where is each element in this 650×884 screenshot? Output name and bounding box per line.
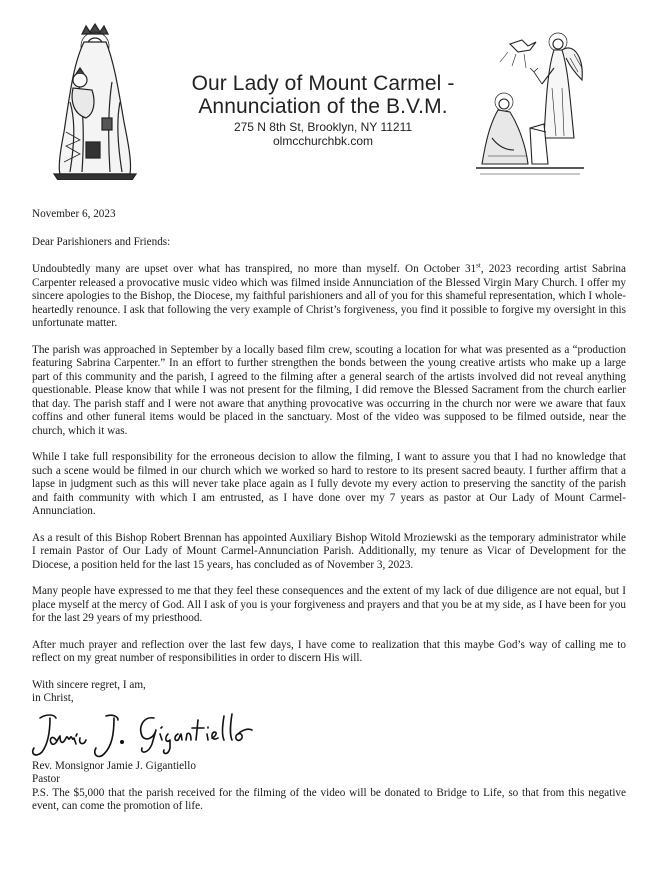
signer-title: Pastor <box>32 773 60 785</box>
parish-website: olmcchurchbk.com <box>272 134 374 148</box>
paragraph-1 <box>32 263 626 331</box>
madonna-and-child-image <box>40 22 150 180</box>
parish-name-line2: Annunciation of the B.V.M. <box>198 95 448 118</box>
closing-block <box>32 679 626 787</box>
postscript: P.S. The $5,000 that the parish received for the filming of the video will be donated to Bridge to Life, so that from this negative event, can come the promotion of life. <box>32 786 626 812</box>
closing-line: With sincere regret, I am, <box>32 678 146 691</box>
paragraph-1-end: , 2023 recording artist Sabrina Carpenter released a provocative music video which was filmed inside Annunciation of the Blessed Virgin Mary Church. I offer my sincere apologies to the Bishop, the Diocese, my faithful parishioners and all of you for this shameful representation, which I whole-heartedly renounce. I ask that following the very example of Christ’s forgiveness, you find it possible to forgive my oversight in this unfortunate matter. <box>32 263 626 329</box>
paragraph-6: After much prayer and reflection over the last few days, I have come to realization that this maybe God’s way of calling me to reflect on my great number of responsibilities in order to discern His will. <box>32 638 626 664</box>
parish-address: 275 N 8th St, Brooklyn, NY 11211 <box>233 120 413 134</box>
paragraph-2: The parish was approached in September by a locally based film crew, scouting a location for what was presented as a “production featuring Sabrina Carpenter.” In an effort to further strengthen the bonds between the young creative artists who make up a large part of this community and the parish, I agreed to the filming after a general search of the artists involved did not reveal anything questionable. Please know that while I was not present for the filming, I did remove the Blessed Sacrament from the church earlier that day. The parish staff and I were not aware that anything provocative was occurring in the church nor were we aware that faux coffins and other funeral items would be placed in the sanctuary. Most of the video was supposed to be filmed outside, near the church, which it was. <box>32 343 626 437</box>
handwritten-signature <box>26 708 266 760</box>
paragraph-4: As a result of this Bishop Robert Brennan has appointed Auxiliary Bishop Witold Mroziewski as the temporary administrator while I remain Pastor of Our Lady of Mount Carmel-Annunciation Parish. Additionally, my tenure as Vicar of Development for the Diocese, a position held for the last 15 years, has concluded as of November 3, 2023. <box>32 531 626 571</box>
salutation: Dear Parishioners and Friends: <box>32 235 171 248</box>
closing-in-christ: in Christ, <box>32 692 74 704</box>
parish-name <box>178 72 468 118</box>
annunciation-image <box>470 28 590 178</box>
paragraph-3: While I take full responsibility for the erroneous decision to allow the filming, I want to assure you that I had no knowledge that such a scene would be filmed in our church which we worked so hard to restore to its present sacred beauty. I further affirm that a lapse in judgment such as this will never take place again as I fully devote my every action to preserving the sanctity of the parish and faith community with which I am entrusted, as I have done over my 7 years as pastor at Our Lady of Mount Carmel-Annunciation. <box>32 451 626 517</box>
date-ordinal-suffix: st <box>476 261 481 270</box>
signer-name: Rev. Monsignor Jamie J. Gigantiello <box>32 759 196 772</box>
letter-date: November 6, 2023 <box>32 208 116 220</box>
letter-body <box>32 208 626 814</box>
paragraph-1-start: Undoubtedly many are upset over what has transpired, no more than myself. On October 31 <box>32 263 477 275</box>
parish-name-line1: Our Lady of Mount Carmel - <box>191 72 455 95</box>
paragraph-5: Many people have expressed to me that they feel these consequences and the extent of my lack of due diligence are not equal, but I place myself at the mercy of God. All I ask of you is your forgiveness and prayers and that you be at my side, as I have been for you for the last 29 years of my priesthood. <box>32 585 626 624</box>
